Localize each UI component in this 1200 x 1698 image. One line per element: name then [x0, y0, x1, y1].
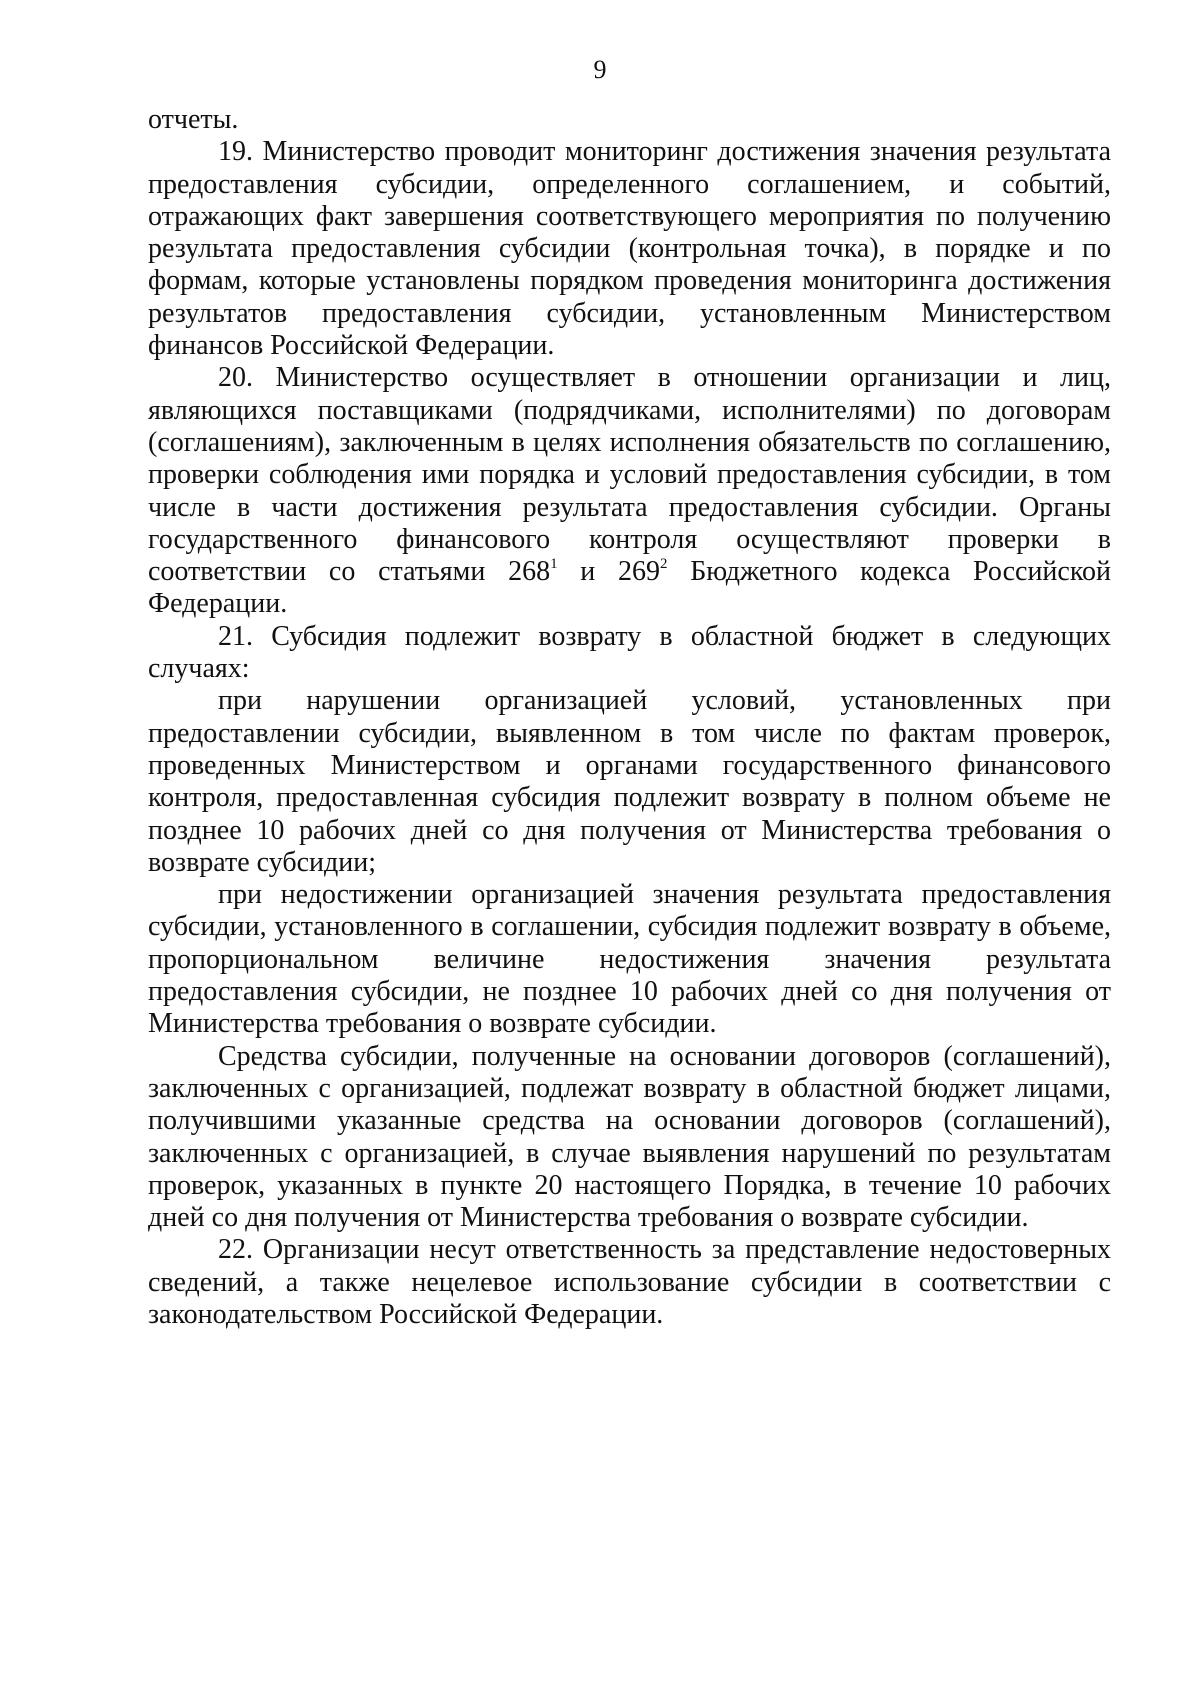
document-body: [148, 104, 1111, 1331]
paragraph-20-text-mid: и 269: [557, 556, 660, 588]
paragraph-21: 21. Субсидия подлежит возврату в областной бюджет в следующих случаях:: [148, 620, 1111, 685]
paragraph-20-text-before: 20. Министерство осуществляет в отношении организации и лиц, являющихся поставщиками (подрядчиками, исполнителями) по договорам (соглашениям), заключенным в целях исполнения обязательств по соглашению, проверки соблюдения ими порядка и условий предоставления субсидии, в том числе в части достижения результата предоставления субсидии. Органы государственного финансового контроля осуществляют проверки в соответствии со статьями 268: [148, 362, 1111, 588]
superscript-2: 2: [660, 556, 668, 573]
paragraph-continuation: отчеты.: [148, 104, 239, 135]
paragraph-21-funds: Средства субсидии, полученные на основании договоров (соглашений), заключенных с организацией, подлежат возврату в областной бюджет лицами, получившими указанные средства на основании договоров (соглашений), заключенных с организацией, в случае выявления нарушений по результатам проверок, указанных в пункте 20 настоящего Порядка, в течение 10 рабочих дней со дня получения от Министерства требования о возврате субсидии.: [148, 1040, 1111, 1234]
paragraph-20-text-after: Бюджетного кодекса Российской Федерации.: [148, 556, 1112, 620]
paragraph-22: 22. Организации несут ответственность за представление недостоверных сведений, а также нецелевое использование субсидии в соответствии с законодательством Российской Федерации.: [148, 1234, 1111, 1330]
paragraph-21-case-1: при нарушении организацией условий, установленных при предоставлении субсидии, выявленном в том числе по фактам проверок, проведенных Министерством и органами государственного финансового контроля, предоставленная субсидия подлежит возврату в полном объеме не позднее 10 рабочих дней со дня получения от Министерства требования о возврате субсидии;: [148, 685, 1111, 878]
superscript-1: 1: [550, 556, 558, 573]
paragraph-19: 19. Министерство проводит мониторинг достижения значения результата предоставления субсидии, определенного соглашением, и событий, отражающих факт завершения соответствующего мероприятия по получению результата предоставления субсидии (контрольная точка), в порядке и по формам, которые установлены порядком проведения мониторинга достижения результатов предоставления субсидии, установленным Министерством финансов Российской Федерации.: [148, 136, 1111, 362]
paragraph-20: [148, 362, 1111, 620]
paragraph-21-case-2: при недостижении организацией значения результата предоставления субсидии, установленного в соглашении, субсидия подлежит возврату в объеме, пропорциональном величине недостижения значения результата предоставления субсидии, не позднее 10 рабочих дней со дня получения от Министерства требования о возврате субсидии.: [148, 879, 1111, 1040]
page-number: 9: [593, 55, 607, 84]
